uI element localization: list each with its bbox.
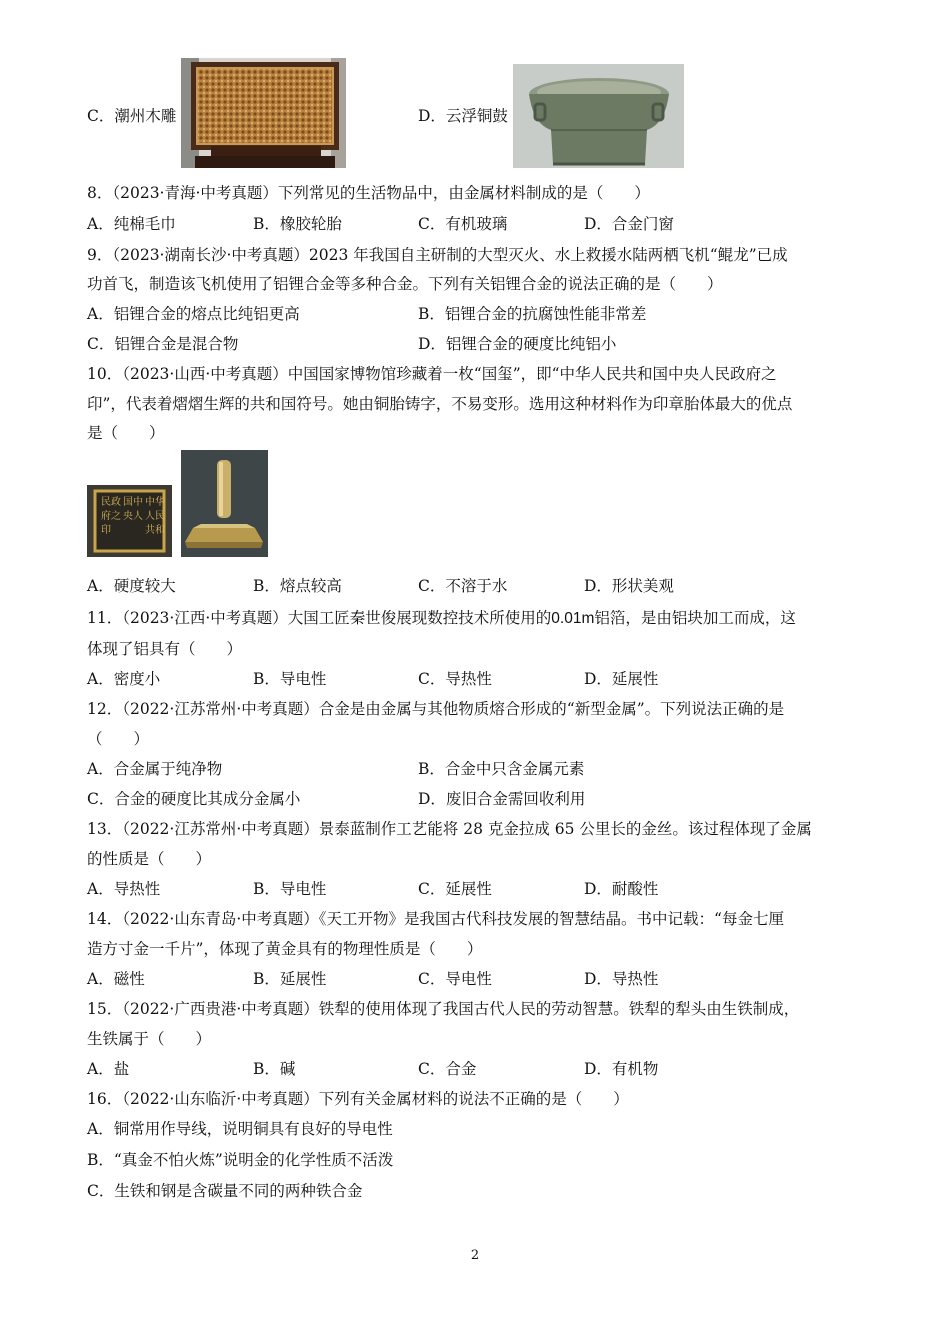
- q15-option-c: C．合金: [418, 1060, 477, 1078]
- q7-option-c: C．潮州木雕: [87, 107, 177, 125]
- q16-option-c: C．生铁和钢是含碳量不同的两种铁合金: [87, 1182, 363, 1200]
- q10-option-c: C．不溶于水: [418, 577, 508, 595]
- seal-char-7: 府之: [101, 511, 121, 522]
- q12-option-a: A．合金属于纯净物: [87, 760, 223, 778]
- q16-option-b: B．“真金不怕火炼”说明金的化学性质不活泼: [87, 1151, 394, 1169]
- q14-stem-line1: 14．（2022·山东青岛·中考真题）《天工开物》是我国古代科技发展的智慧结晶。书中记载：“每金七厘: [87, 910, 784, 928]
- q8-option-c: C．有机玻璃: [418, 215, 508, 233]
- bronze-drum-image: [513, 64, 684, 168]
- q8-option-a: A．纯棉毛巾: [87, 215, 176, 233]
- q15-option-b: B．碱: [253, 1060, 296, 1078]
- q16-option-a: A．铜常用作导线，说明铜具有良好的导电性: [87, 1120, 393, 1138]
- seal-char-6: 民政: [101, 497, 121, 508]
- q8-option-b: B．橡胶轮胎: [253, 215, 342, 233]
- q11-stem-part1: 11．（2023·江西·中考真题）大国工匠秦世俊展现数控技术所使用的: [87, 609, 552, 627]
- q11-foil-thickness: 0.01m: [551, 610, 595, 627]
- q9-option-c: C．铝锂合金是混合物: [87, 335, 239, 353]
- q10-option-a: A．硬度较大: [87, 577, 176, 595]
- seal-char-3: 共和: [145, 525, 165, 536]
- seal-char-8: 印: [101, 525, 111, 536]
- q14-stem-line2: 造方寸金一千片”，体现了黄金具有的物理性质是（ ）: [87, 940, 483, 958]
- q8-stem: 8．（2023·青海·中考真题）下列常见的生活物品中，由金属材料制成的是（ ）: [87, 184, 650, 202]
- q11-option-a: A．密度小: [87, 670, 161, 688]
- seal-char-1: 中华: [145, 497, 165, 508]
- q14-option-b: B．延展性: [253, 970, 327, 988]
- q14-option-a: A．磁性: [87, 970, 145, 988]
- q13-option-b: B．导电性: [253, 880, 327, 898]
- q15-option-d: D．有机物: [584, 1060, 659, 1078]
- wood-carving-image: [181, 58, 346, 168]
- q10-option-d: D．形状美观: [584, 577, 674, 595]
- q15-stem-line1: 15．（2022·广西贵港·中考真题）铁犁的使用体现了我国古代人民的劳动智慧。铁犁的犁头由生铁制成，: [87, 1000, 800, 1018]
- q10-stem-line3: 是（ ）: [87, 424, 165, 442]
- q11-stem-line1: [87, 608, 796, 629]
- seal-object-image: [181, 450, 268, 557]
- q15-stem-line2: 生铁属于（ ）: [87, 1030, 212, 1048]
- q11-option-b: B．导电性: [253, 670, 327, 688]
- q11-stem-part2: 铝箔，是由铝块加工而成，这: [594, 609, 796, 627]
- page-number: 2: [470, 1248, 480, 1263]
- q14-option-d: D．导热性: [584, 970, 659, 988]
- q12-stem-line2: （ ）: [87, 730, 150, 748]
- q13-option-a: A．导热性: [87, 880, 161, 898]
- q12-stem-line1: 12．（2022·江苏常州·中考真题）合金是由金属与其他物质熔合形成的“新型金属”。下列说法正确的是: [87, 700, 785, 718]
- seal-face-image: [87, 485, 172, 557]
- q10-stem-line1: 10．（2023·山西·中考真题）中国国家博物馆珍藏着一枚“国玺”，即“中华人民共和国中央人民政府之: [87, 365, 777, 383]
- q9-stem-line2: 功首飞，制造该飞机使用了铝锂合金等多种合金。下列有关铝锂合金的说法正确的是（ ）: [87, 275, 723, 293]
- q10-option-b: B．熔点较高: [253, 577, 342, 595]
- q11-stem-line2: 体现了铝具有（ ）: [87, 640, 243, 658]
- q12-option-c: C．合金的硬度比其成分金属小: [87, 790, 301, 808]
- q13-stem-line1: 13．（2022·江苏常州·中考真题）景泰蓝制作工艺能将 28 克金拉成 65 公里长的金丝。该过程体现了金属: [87, 820, 812, 838]
- seal-char-5: 央人: [123, 511, 143, 522]
- q13-option-d: D．耐酸性: [584, 880, 659, 898]
- seal-char-2: 人民: [145, 511, 165, 522]
- q10-stem-line2: 印”，代表着熠熠生辉的共和国符号。她由铜胎铸字，不易变形。选用这种材料作为印章胎体最大的优点: [87, 395, 793, 413]
- q11-option-c: C．导热性: [418, 670, 492, 688]
- q9-option-d: D．铝锂合金的硬度比纯铝小: [418, 335, 617, 353]
- q9-option-a: A．铝锂合金的熔点比纯铝更高: [87, 305, 300, 323]
- q11-option-d: D．延展性: [584, 670, 659, 688]
- q9-option-b: B．铝锂合金的抗腐蚀性能非常差: [418, 305, 647, 323]
- q13-stem-line2: 的性质是（ ）: [87, 850, 212, 868]
- q15-option-a: A．盐: [87, 1060, 130, 1078]
- q9-stem-line1: 9．（2023·湖南长沙·中考真题）2023 年我国自主研制的大型灭火、水上救援水陆两栖飞机“鲲龙”已成: [87, 246, 788, 264]
- q7-option-d: D．云浮铜鼓: [418, 107, 508, 125]
- q14-option-c: C．导电性: [418, 970, 492, 988]
- q12-option-b: B．合金中只含金属元素: [418, 760, 585, 778]
- q13-option-c: C．延展性: [418, 880, 492, 898]
- q16-stem: 16．（2022·山东临沂·中考真题）下列有关金属材料的说法不正确的是（ ）: [87, 1090, 629, 1108]
- seal-char-4: 国中: [123, 497, 143, 508]
- q12-option-d: D．废旧合金需回收利用: [418, 790, 586, 808]
- q8-option-d: D．合金门窗: [584, 215, 674, 233]
